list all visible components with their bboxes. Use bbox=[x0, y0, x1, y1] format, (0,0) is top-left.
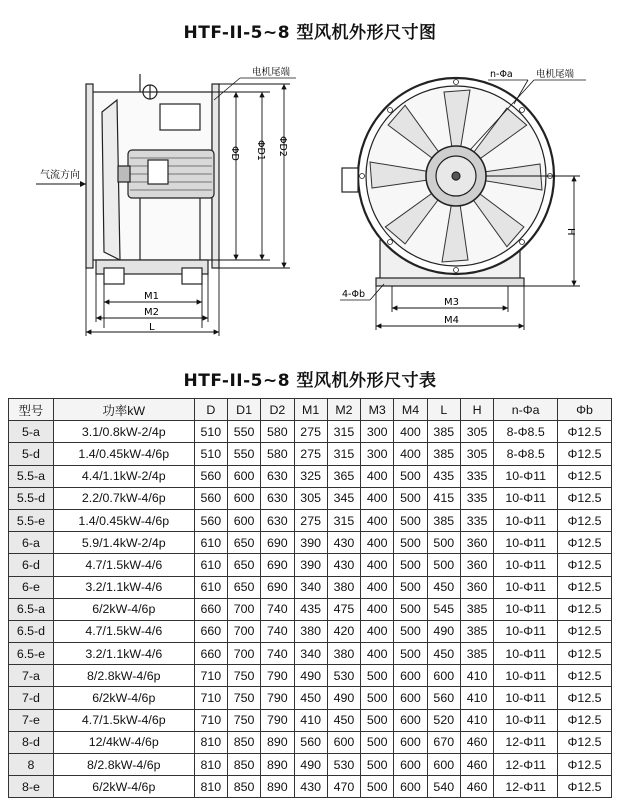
table-cell: 380 bbox=[327, 643, 360, 665]
table-cell: 490 bbox=[327, 687, 360, 709]
table-cell: 890 bbox=[261, 731, 294, 753]
table-cell: 810 bbox=[194, 776, 227, 798]
table-cell: 430 bbox=[327, 554, 360, 576]
impeller-blade bbox=[102, 100, 120, 260]
table-cell: 450 bbox=[327, 709, 360, 731]
table-cell: 10-Φ11 bbox=[494, 709, 558, 731]
table-cell: 10-Φ11 bbox=[494, 576, 558, 598]
table-cell: 3.2/1.1kW-4/6 bbox=[53, 643, 194, 665]
table-cell: 500 bbox=[361, 709, 394, 731]
table-cell: 600 bbox=[427, 754, 460, 776]
table-cell: 740 bbox=[261, 643, 294, 665]
table-cell: 410 bbox=[460, 687, 493, 709]
motor-shaft-hub bbox=[118, 166, 130, 182]
column-header: L bbox=[427, 399, 460, 421]
table-cell: 890 bbox=[261, 776, 294, 798]
dim-l-label: L bbox=[149, 322, 155, 333]
table-cell: 600 bbox=[427, 665, 460, 687]
table-cell: 435 bbox=[427, 465, 460, 487]
table-body bbox=[9, 421, 612, 798]
table-cell: 10-Φ11 bbox=[494, 687, 558, 709]
table-cell: 650 bbox=[227, 576, 260, 598]
table-cell: 400 bbox=[394, 421, 427, 443]
table-cell: Φ12.5 bbox=[558, 731, 612, 753]
table-cell: 1.4/0.45kW-4/6p bbox=[53, 509, 194, 531]
model-cell: 8-e bbox=[9, 776, 54, 798]
table-cell: 10-Φ11 bbox=[494, 554, 558, 576]
column-header: M4 bbox=[394, 399, 427, 421]
table-cell: 385 bbox=[460, 643, 493, 665]
table-cell: 10-Φ11 bbox=[494, 509, 558, 531]
dim-m1-label: M1 bbox=[144, 291, 159, 302]
table-cell: 450 bbox=[427, 643, 460, 665]
four-phi-b-label: 4-Φb bbox=[342, 289, 365, 300]
table-cell: 385 bbox=[427, 509, 460, 531]
dim-m3-label: M3 bbox=[444, 297, 459, 308]
model-cell: 6.5-d bbox=[9, 620, 54, 642]
table-row bbox=[9, 421, 612, 443]
table-cell: 560 bbox=[427, 687, 460, 709]
table-cell: 560 bbox=[194, 465, 227, 487]
table-cell: 600 bbox=[394, 754, 427, 776]
table-cell: 600 bbox=[227, 465, 260, 487]
table-row bbox=[9, 754, 612, 776]
model-cell: 5-d bbox=[9, 443, 54, 465]
table-cell: 475 bbox=[327, 598, 360, 620]
table-cell: 500 bbox=[394, 465, 427, 487]
table-cell: 10-Φ11 bbox=[494, 665, 558, 687]
table-cell: 340 bbox=[294, 643, 327, 665]
table-cell: 600 bbox=[394, 776, 427, 798]
table-cell: 700 bbox=[227, 620, 260, 642]
table-cell: 10-Φ11 bbox=[494, 532, 558, 554]
table-cell: 410 bbox=[294, 709, 327, 731]
table-cell: 750 bbox=[227, 709, 260, 731]
table-cell: 275 bbox=[294, 509, 327, 531]
table-cell: 650 bbox=[227, 532, 260, 554]
table-cell: 340 bbox=[294, 576, 327, 598]
table-cell: 610 bbox=[194, 554, 227, 576]
table-cell: 610 bbox=[194, 532, 227, 554]
table-cell: 530 bbox=[327, 665, 360, 687]
table-cell: 2.2/0.7kW-4/6p bbox=[53, 487, 194, 509]
model-cell: 6-a bbox=[9, 532, 54, 554]
table-cell: 315 bbox=[327, 443, 360, 465]
table-cell: 500 bbox=[394, 554, 427, 576]
model-cell: 6.5-a bbox=[9, 598, 54, 620]
model-cell: 5-a bbox=[9, 421, 54, 443]
table-cell: 385 bbox=[427, 443, 460, 465]
table-row bbox=[9, 687, 612, 709]
table-cell: 410 bbox=[460, 665, 493, 687]
table-cell: 710 bbox=[194, 665, 227, 687]
table-cell: 275 bbox=[294, 421, 327, 443]
dim-h-label: H bbox=[565, 228, 576, 236]
table-cell: 580 bbox=[261, 421, 294, 443]
table-row bbox=[9, 709, 612, 731]
table-cell: Φ12.5 bbox=[558, 776, 612, 798]
column-header: M1 bbox=[294, 399, 327, 421]
table-cell: 380 bbox=[294, 620, 327, 642]
table-cell: Φ12.5 bbox=[558, 443, 612, 465]
table-cell: 610 bbox=[194, 576, 227, 598]
model-cell: 5.5-d bbox=[9, 487, 54, 509]
table-cell: 500 bbox=[361, 776, 394, 798]
table-cell: 520 bbox=[427, 709, 460, 731]
table-cell: 500 bbox=[394, 576, 427, 598]
model-cell: 5.5-a bbox=[9, 465, 54, 487]
table-cell: 630 bbox=[261, 465, 294, 487]
table-cell: 400 bbox=[361, 465, 394, 487]
table-cell: 450 bbox=[427, 576, 460, 598]
table-cell: 12/4kW-4/6p bbox=[53, 731, 194, 753]
table-cell: 740 bbox=[261, 620, 294, 642]
table-cell: 10-Φ11 bbox=[494, 598, 558, 620]
table-cell: 400 bbox=[361, 576, 394, 598]
table-cell: 4.7/1.5kW-4/6 bbox=[53, 620, 194, 642]
table-cell: 300 bbox=[361, 421, 394, 443]
table-row bbox=[9, 465, 612, 487]
column-header: H bbox=[460, 399, 493, 421]
table-cell: Φ12.5 bbox=[558, 620, 612, 642]
table-cell: 4.7/1.5kW-4/6 bbox=[53, 554, 194, 576]
column-header: M3 bbox=[361, 399, 394, 421]
table-cell: 560 bbox=[194, 487, 227, 509]
table-cell: Φ12.5 bbox=[558, 665, 612, 687]
table-row bbox=[9, 665, 612, 687]
table-cell: 385 bbox=[427, 421, 460, 443]
table-cell: 500 bbox=[394, 487, 427, 509]
table-cell: 3.2/1.1kW-4/6 bbox=[53, 576, 194, 598]
base-foot-left bbox=[104, 268, 124, 284]
dim-m2-label: M2 bbox=[144, 307, 159, 318]
table-cell: 560 bbox=[194, 509, 227, 531]
table-cell: 710 bbox=[194, 709, 227, 731]
table-cell: 490 bbox=[294, 665, 327, 687]
table-cell: Φ12.5 bbox=[558, 421, 612, 443]
table-cell: 8/2.8kW-4/6p bbox=[53, 665, 194, 687]
table-cell: 400 bbox=[361, 532, 394, 554]
table-cell: 4.4/1.1kW-2/4p bbox=[53, 465, 194, 487]
front-base-plate bbox=[376, 278, 524, 286]
table-cell: 500 bbox=[394, 620, 427, 642]
table-cell: 10-Φ11 bbox=[494, 643, 558, 665]
table-cell: 12-Φ11 bbox=[494, 776, 558, 798]
table-cell: 400 bbox=[361, 598, 394, 620]
table-cell: 790 bbox=[261, 687, 294, 709]
table-cell: 545 bbox=[427, 598, 460, 620]
table-row bbox=[9, 731, 612, 753]
table-cell: 450 bbox=[294, 687, 327, 709]
table-cell: 500 bbox=[361, 687, 394, 709]
table-cell: 810 bbox=[194, 754, 227, 776]
table-row bbox=[9, 532, 612, 554]
table-cell: 400 bbox=[361, 643, 394, 665]
table-cell: 660 bbox=[194, 620, 227, 642]
table-cell: 345 bbox=[327, 487, 360, 509]
table-cell: 335 bbox=[460, 487, 493, 509]
table-cell: 460 bbox=[460, 731, 493, 753]
table-cell: 530 bbox=[327, 754, 360, 776]
column-header: M2 bbox=[327, 399, 360, 421]
table-cell: 790 bbox=[261, 709, 294, 731]
column-header: n-Φa bbox=[494, 399, 558, 421]
table-cell: 3.1/0.8kW-2/4p bbox=[53, 421, 194, 443]
table-cell: 305 bbox=[460, 421, 493, 443]
table-cell: 500 bbox=[394, 532, 427, 554]
table-cell: 580 bbox=[261, 443, 294, 465]
table-cell: 700 bbox=[227, 598, 260, 620]
table-cell: Φ12.5 bbox=[558, 643, 612, 665]
table-cell: 490 bbox=[427, 620, 460, 642]
table-cell: Φ12.5 bbox=[558, 598, 612, 620]
table-cell: Φ12.5 bbox=[558, 687, 612, 709]
table-cell: 360 bbox=[460, 532, 493, 554]
table-header-row bbox=[9, 399, 612, 421]
table-cell: 540 bbox=[427, 776, 460, 798]
motor-tail-label-right: 电机尾端 bbox=[536, 69, 575, 80]
table-cell: 305 bbox=[294, 487, 327, 509]
table-cell: 750 bbox=[227, 665, 260, 687]
side-view bbox=[86, 74, 219, 284]
table-cell: 600 bbox=[394, 731, 427, 753]
table-cell: 8/2.8kW-4/6p bbox=[53, 754, 194, 776]
table-cell: 660 bbox=[194, 643, 227, 665]
table-cell: 500 bbox=[394, 509, 427, 531]
table-cell: 8-Φ8.5 bbox=[494, 443, 558, 465]
table-cell: 600 bbox=[227, 509, 260, 531]
table-cell: 380 bbox=[327, 576, 360, 598]
table-cell: 10-Φ11 bbox=[494, 465, 558, 487]
table-cell: 790 bbox=[261, 665, 294, 687]
model-cell: 7-e bbox=[9, 709, 54, 731]
table-cell: 385 bbox=[460, 598, 493, 620]
model-cell: 5.5-e bbox=[9, 509, 54, 531]
table-row bbox=[9, 576, 612, 598]
airflow-label: 气流方向 bbox=[40, 170, 80, 181]
table-cell: 750 bbox=[227, 687, 260, 709]
table-cell: 850 bbox=[227, 754, 260, 776]
table-row bbox=[9, 643, 612, 665]
table-cell: 850 bbox=[227, 776, 260, 798]
table-row bbox=[9, 620, 612, 642]
table-cell: 390 bbox=[294, 554, 327, 576]
table-cell: 710 bbox=[194, 687, 227, 709]
table-cell: 600 bbox=[394, 709, 427, 731]
table-cell: 6/2kW-4/6p bbox=[53, 687, 194, 709]
table-cell: 670 bbox=[427, 731, 460, 753]
table-cell: 6/2kW-4/6p bbox=[53, 776, 194, 798]
table-cell: 460 bbox=[460, 754, 493, 776]
table-cell: 630 bbox=[261, 487, 294, 509]
table-cell: 460 bbox=[460, 776, 493, 798]
table-cell: 500 bbox=[394, 598, 427, 620]
inlet-flange bbox=[86, 84, 93, 268]
table-cell: Φ12.5 bbox=[558, 509, 612, 531]
table-cell: 315 bbox=[327, 509, 360, 531]
table-cell: 600 bbox=[394, 687, 427, 709]
table-cell: 600 bbox=[227, 487, 260, 509]
table-cell: 6/2kW-4/6p bbox=[53, 598, 194, 620]
model-cell: 8-d bbox=[9, 731, 54, 753]
table-cell: 365 bbox=[327, 465, 360, 487]
model-cell: 7-d bbox=[9, 687, 54, 709]
dimension-table bbox=[8, 398, 612, 798]
table-cell: 510 bbox=[194, 421, 227, 443]
table-cell: 8-Φ8.5 bbox=[494, 421, 558, 443]
table-cell: 430 bbox=[327, 532, 360, 554]
table-cell: 325 bbox=[294, 465, 327, 487]
table-cell: 400 bbox=[361, 620, 394, 642]
model-cell: 6-d bbox=[9, 554, 54, 576]
fan-dimension-drawing bbox=[0, 52, 620, 342]
table-cell: 470 bbox=[327, 776, 360, 798]
column-header: 功率kW bbox=[53, 399, 194, 421]
drawing-title: HTF-II-5~8 型风机外形尺寸图 bbox=[183, 23, 437, 43]
table-cell: 500 bbox=[361, 754, 394, 776]
table-cell: 10-Φ11 bbox=[494, 620, 558, 642]
table-cell: 600 bbox=[394, 665, 427, 687]
table-cell: 1.4/0.45kW-4/6p bbox=[53, 443, 194, 465]
table-cell: 400 bbox=[361, 509, 394, 531]
table-cell: 660 bbox=[194, 598, 227, 620]
table-cell: 690 bbox=[261, 554, 294, 576]
model-cell: 8 bbox=[9, 754, 54, 776]
table-cell: 850 bbox=[227, 731, 260, 753]
table-cell: Φ12.5 bbox=[558, 465, 612, 487]
motor-tail-label-left: 电机尾端 bbox=[252, 67, 291, 78]
table-row bbox=[9, 776, 612, 798]
table-title: HTF-II-5~8 型风机外形尺寸表 bbox=[183, 371, 437, 391]
table-cell: 335 bbox=[460, 509, 493, 531]
column-header: D bbox=[194, 399, 227, 421]
table-cell: 12-Φ11 bbox=[494, 754, 558, 776]
table-row bbox=[9, 554, 612, 576]
table-cell: 335 bbox=[460, 465, 493, 487]
table-cell: 550 bbox=[227, 443, 260, 465]
table-cell: 560 bbox=[294, 731, 327, 753]
table-cell: 890 bbox=[261, 754, 294, 776]
table-cell: 690 bbox=[261, 576, 294, 598]
table-row bbox=[9, 509, 612, 531]
dim-m4-label: M4 bbox=[444, 315, 459, 326]
junction-box bbox=[160, 104, 200, 130]
table-cell: 810 bbox=[194, 731, 227, 753]
table-cell: 500 bbox=[361, 731, 394, 753]
dim-d-label: ΦD bbox=[229, 146, 240, 161]
table-cell: 410 bbox=[460, 709, 493, 731]
motor-nameplate bbox=[148, 160, 168, 184]
table-cell: 630 bbox=[261, 509, 294, 531]
table-cell: 5.9/1.4kW-2/4p bbox=[53, 532, 194, 554]
model-cell: 6-e bbox=[9, 576, 54, 598]
table-cell: 600 bbox=[327, 731, 360, 753]
table-cell: 430 bbox=[294, 776, 327, 798]
table-cell: 360 bbox=[460, 554, 493, 576]
table-cell: 550 bbox=[227, 421, 260, 443]
table-row bbox=[9, 443, 612, 465]
model-cell: 7-a bbox=[9, 665, 54, 687]
table-cell: 10-Φ11 bbox=[494, 487, 558, 509]
table-row bbox=[9, 487, 612, 509]
table-cell: 400 bbox=[361, 554, 394, 576]
front-view bbox=[342, 78, 554, 286]
table-cell: 420 bbox=[327, 620, 360, 642]
table-cell: 650 bbox=[227, 554, 260, 576]
dim-d1-label: ΦD1 bbox=[255, 140, 266, 161]
table-cell: 435 bbox=[294, 598, 327, 620]
table-cell: 390 bbox=[294, 532, 327, 554]
table-cell: 4.7/1.5kW-4/6p bbox=[53, 709, 194, 731]
table-cell: 700 bbox=[227, 643, 260, 665]
table-cell: 490 bbox=[294, 754, 327, 776]
table-cell: 740 bbox=[261, 598, 294, 620]
base-foot-right bbox=[182, 268, 202, 284]
table-cell: 510 bbox=[194, 443, 227, 465]
column-header: Φb bbox=[558, 399, 612, 421]
n-phi-a-label: n-Φa bbox=[490, 69, 513, 80]
table-cell: 500 bbox=[427, 554, 460, 576]
table-cell: Φ12.5 bbox=[558, 709, 612, 731]
front-junction-box bbox=[342, 168, 358, 192]
column-header: 型号 bbox=[9, 399, 54, 421]
dim-d2-label: ΦD2 bbox=[277, 136, 288, 157]
table-cell: 360 bbox=[460, 576, 493, 598]
table-cell: Φ12.5 bbox=[558, 554, 612, 576]
table-cell: 12-Φ11 bbox=[494, 731, 558, 753]
table-cell: 500 bbox=[394, 643, 427, 665]
column-header: D1 bbox=[227, 399, 260, 421]
table-cell: 385 bbox=[460, 620, 493, 642]
table-cell: 305 bbox=[460, 443, 493, 465]
table-cell: 415 bbox=[427, 487, 460, 509]
table-cell: Φ12.5 bbox=[558, 754, 612, 776]
model-cell: 6.5-e bbox=[9, 643, 54, 665]
table-cell: 315 bbox=[327, 421, 360, 443]
column-header: D2 bbox=[261, 399, 294, 421]
table-cell: 300 bbox=[361, 443, 394, 465]
table-row bbox=[9, 598, 612, 620]
table-cell: Φ12.5 bbox=[558, 532, 612, 554]
table-cell: 500 bbox=[361, 665, 394, 687]
table-cell: 690 bbox=[261, 532, 294, 554]
table-cell: 400 bbox=[394, 443, 427, 465]
table-cell: 400 bbox=[361, 487, 394, 509]
table-cell: 500 bbox=[427, 532, 460, 554]
table-cell: Φ12.5 bbox=[558, 487, 612, 509]
table-cell: 275 bbox=[294, 443, 327, 465]
table-cell: Φ12.5 bbox=[558, 576, 612, 598]
